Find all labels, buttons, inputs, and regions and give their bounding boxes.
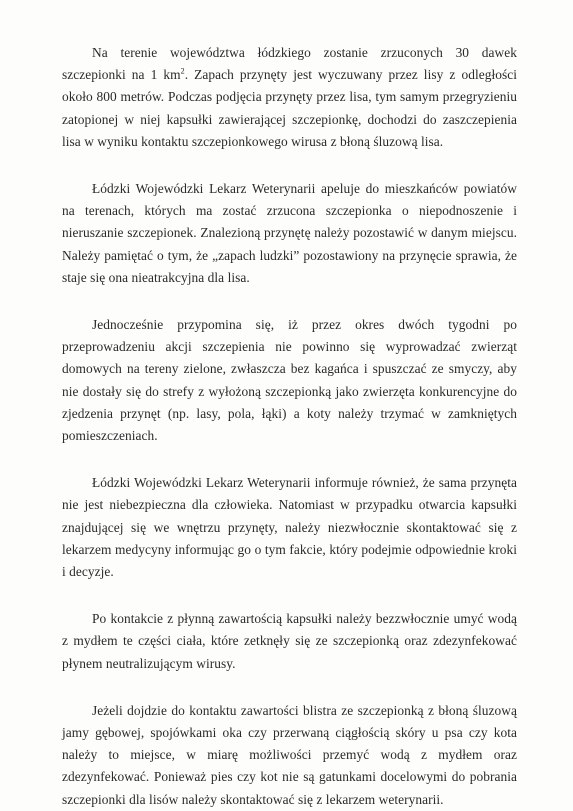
paragraph-human-safety: Łódzki Wojewódzki Lekarz Weterynarii informuje również, że sama przynęta nie jest niebezpieczna dla człowieka. Natomiast w przypadku otwarcia kapsułki znajdującej się we wnętrzu przynęty, należy niezwłocznie skontaktować się z lekarzem medycyny informując go o tym fakcie, który podejmie odpowiednie kroki i decyzje. bbox=[62, 475, 517, 580]
paragraph-pet-contact: Jeżeli dojdzie do kontaktu zawartości blistra ze szczepionką z błoną śluzową jamy gębowej, spojówkami oka czy przerwaną ciągłością skóry u psa czy kota należy to miejsce, w miarę możliwości przemyć wodą z mydłem oraz zdezynfekować. Ponieważ pies czy kot nie są gatunkami docelowymi do pobrania szczepionki dla lisów należy skontaktować się z lekarzem weterynarii. bbox=[62, 702, 517, 807]
paragraph-bait-density bbox=[62, 42, 517, 153]
paragraph-text: Na terenie województwa łódzkiego zostanie zrzuconych 30 dawek szczepionki na 1 km bbox=[62, 45, 517, 83]
paragraph-text: . Zapach przynęty jest wyczuwany przez lisy z odległości około 800 metrów. Podczas podjęcia przynęty przez lisa, tym samym przegryzieniu zatopionej w niej kapsułki zawierającej szczepionkę, dochodzi do zaszczepienia lisa w wyniku kontaktu szczepionkowego wirusa z błoną śluzową lisa. bbox=[62, 67, 517, 149]
superscript-exponent: 2 bbox=[180, 66, 185, 76]
paragraph-pets-warning: Jednocześnie przypomina się, iż przez okres dwóch tygodni po przeprowadzeniu akcji szczepienia nie powinno się wyprowadzać zwierząt domowych na tereny zielone, zwłaszcza bez kagańca i spuszczać ze smyczy, aby nie dostały się do strefy z wyłożoną szczepionką jako zwierzęta konkurencyjne do zjedzenia przynęt (np. lasy, pola, łąki) a koty należy trzymać w zamkniętych pomieszczeniach. bbox=[62, 317, 517, 444]
paragraph-appeal: Łódzki Wojewódzki Lekarz Weterynarii apeluje do mieszkańców powiatów na terenach, których ma zostać zrzucona szczepionka o niepodnoszenie i nieruszanie szczepionek. Znalezioną przynętę należy pozostawić w danym miejscu. Należy pamiętać o tym, że „zapach ludzki” pozostawiony na przynęcie sprawia, że staje się ona nieatrakcyjna dla lisa. bbox=[62, 181, 517, 285]
document-page bbox=[62, 42, 517, 811]
paragraph-washing: Po kontakcie z płynną zawartością kapsułki należy bezzwłocznie umyć wodą z mydłem te części ciała, które zetknęły się ze szczepionką oraz zdezynfekować płynem neutralizującym wirusy. bbox=[62, 611, 517, 671]
